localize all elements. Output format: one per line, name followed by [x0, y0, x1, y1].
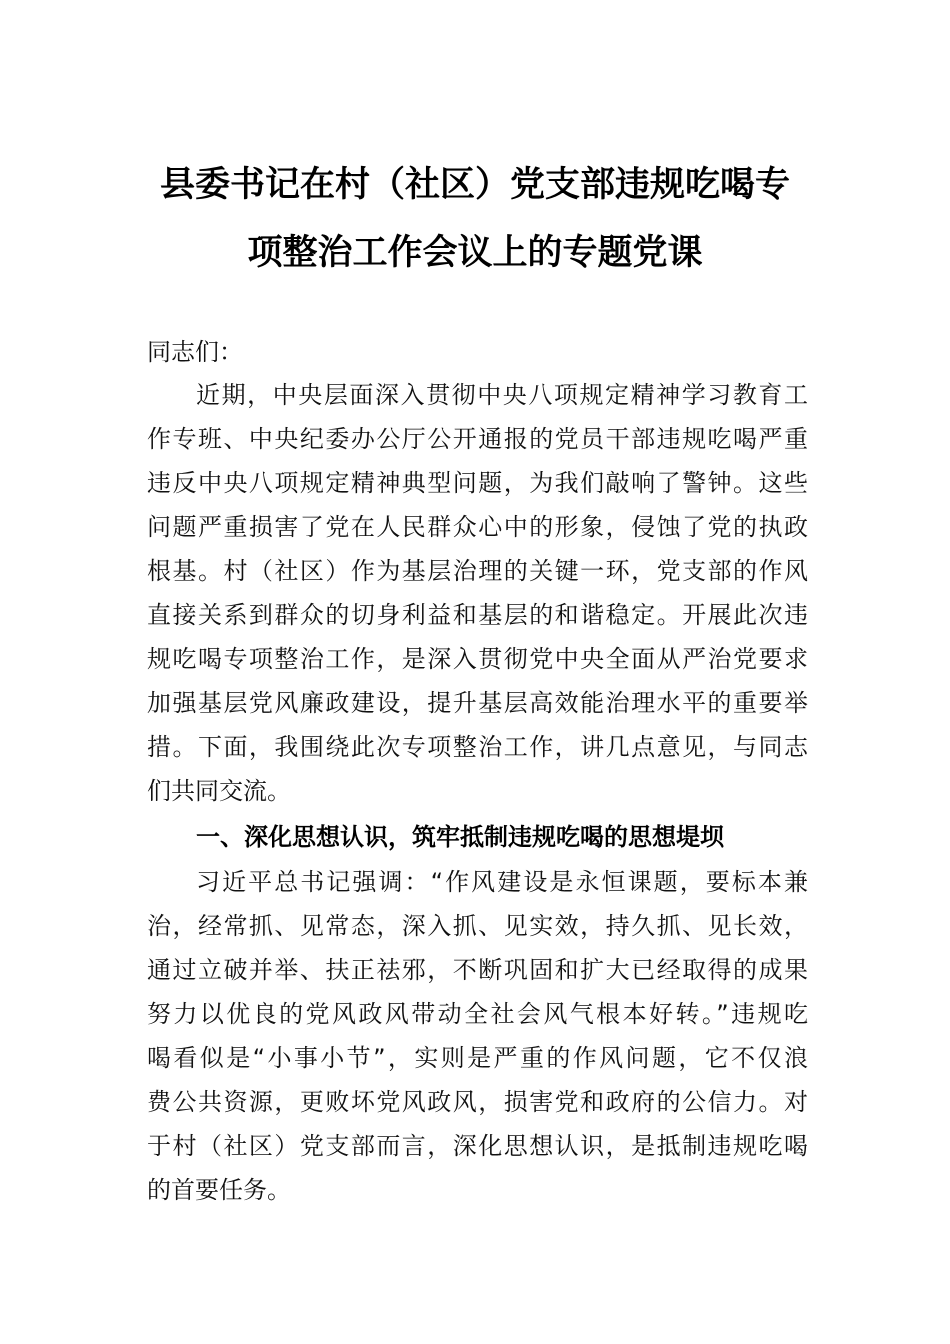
- document-title-line-2: 项整治工作会议上的专题党课: [247, 232, 703, 273]
- paragraph-1-line: 加强基层党风廉政建设，提升基层高效能治理水平的重要举: [147, 689, 808, 717]
- paragraph-1-line: 近期，中央层面深入贯彻中央八项规定精神学习教育工: [196, 381, 808, 409]
- paragraph-2-line: 通过立破并举、扶正祛邪，不断巩固和扩大已经取得的成果: [147, 956, 808, 984]
- paragraph-2-line: 习近平总书记强调：“作风建设是永恒课题，要标本兼: [196, 868, 808, 896]
- paragraph-2-line: 喝看似是“小事小节”，实则是严重的作风问题，它不仅浪: [147, 1044, 808, 1072]
- paragraph-1-line: 们共同交流。: [147, 777, 291, 805]
- section-1-heading: 一、深化思想认识，筑牢抵制违规吃喝的思想堤坝: [196, 823, 724, 851]
- paragraph-2-line: 努力以优良的党风政风带动全社会风气根本好转。”违规吃: [147, 1000, 808, 1028]
- paragraph-2-line: 于村（社区）党支部而言，深化思想认识，是抵制违规吃喝: [147, 1132, 808, 1160]
- paragraph-2-line: 治，经常抓、见常态，深入抓、见实效，持久抓、见长效，: [147, 912, 808, 940]
- salutation: 同志们：: [147, 338, 243, 366]
- paragraph-2-line: 费公共资源，更败坏党风政风，损害党和政府的公信力。对: [147, 1088, 808, 1116]
- document-title-line-1: 县委书记在村（社区）党支部违规吃喝专: [159, 164, 790, 205]
- paragraph-1-line: 违反中央八项规定精神典型问题，为我们敲响了警钟。这些: [147, 469, 808, 497]
- paragraph-1-line: 根基。村（社区）作为基层治理的关键一环，党支部的作风: [147, 557, 808, 585]
- paragraph-1-line: 规吃喝专项整治工作，是深入贯彻党中央全面从严治党要求: [147, 645, 808, 673]
- paragraph-1-line: 作专班、中央纪委办公厅公开通报的党员干部违规吃喝严重: [147, 425, 808, 453]
- paragraph-1-line: 措。下面，我围绕此次专项整治工作，讲几点意见，与同志: [147, 733, 808, 761]
- paragraph-1-line: 问题严重损害了党在人民群众心中的形象，侵蚀了党的执政: [147, 513, 808, 541]
- paragraph-1-line: 直接关系到群众的切身利益和基层的和谐稳定。开展此次违: [147, 601, 808, 629]
- paragraph-2-line: 的首要任务。: [147, 1176, 291, 1204]
